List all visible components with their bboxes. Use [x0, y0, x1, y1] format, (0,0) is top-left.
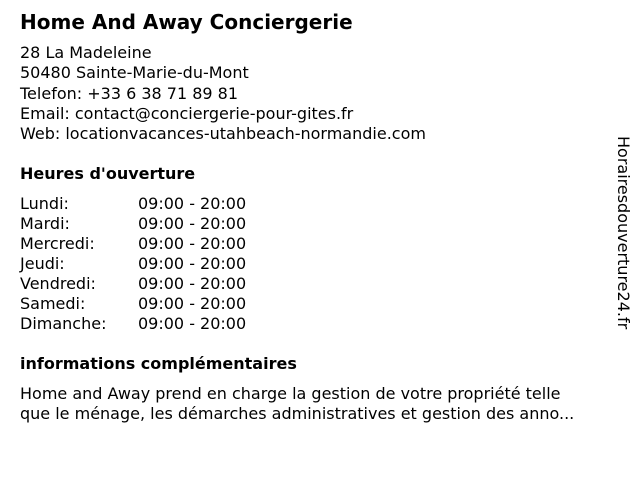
- hours-row: [20, 234, 246, 254]
- hours-row: [20, 294, 246, 314]
- email-text: Email: contact@conciergerie-pour-gites.fr: [20, 103, 354, 123]
- hours-value: 09:00 - 20:00: [138, 314, 247, 333]
- hours-value: 09:00 - 20:00: [138, 194, 247, 213]
- hours-row: [20, 254, 246, 274]
- opening-hours-heading: Heures d'ouverture: [20, 164, 196, 183]
- hours-row: [20, 194, 246, 214]
- day-label: Lundi:: [20, 194, 69, 213]
- business-name: Home And Away Conciergerie: [20, 10, 353, 34]
- day-label: Dimanche:: [20, 314, 107, 333]
- address-city: 50480 Sainte-Marie-du-Mont: [20, 63, 249, 83]
- info-line: Home and Away prend en charge la gestion de votre propriété telle: [20, 384, 561, 403]
- additional-info-heading: informations complémentaires: [20, 354, 297, 373]
- day-label: Mercredi:: [20, 234, 95, 253]
- hours-row: [20, 274, 246, 294]
- additional-info-text: [20, 384, 625, 424]
- opening-hours-table: [20, 194, 246, 334]
- hours-value: 09:00 - 20:00: [138, 294, 247, 313]
- day-label: Samedi:: [20, 294, 86, 313]
- hours-value: 09:00 - 20:00: [138, 254, 247, 273]
- hours-value: 09:00 - 20:00: [138, 274, 247, 293]
- hours-value: 09:00 - 20:00: [138, 214, 247, 233]
- phone-text: Telefon: +33 6 38 71 89 81: [20, 83, 239, 103]
- day-label: Vendredi:: [20, 274, 96, 293]
- info-line: que le ménage, les démarches administratives et gestion des anno...: [20, 404, 575, 423]
- address-street: 28 La Madeleine: [20, 43, 152, 62]
- website-text: Web: locationvacances-utahbeach-normandie.com: [20, 124, 426, 144]
- contact-block: [20, 43, 426, 144]
- day-label: Mardi:: [20, 214, 70, 233]
- hours-row: [20, 214, 246, 234]
- day-label: Jeudi:: [20, 254, 65, 273]
- hours-value: 09:00 - 20:00: [138, 234, 247, 253]
- hours-row: [20, 314, 246, 334]
- site-watermark: Horairesdouverture24.fr: [614, 136, 633, 330]
